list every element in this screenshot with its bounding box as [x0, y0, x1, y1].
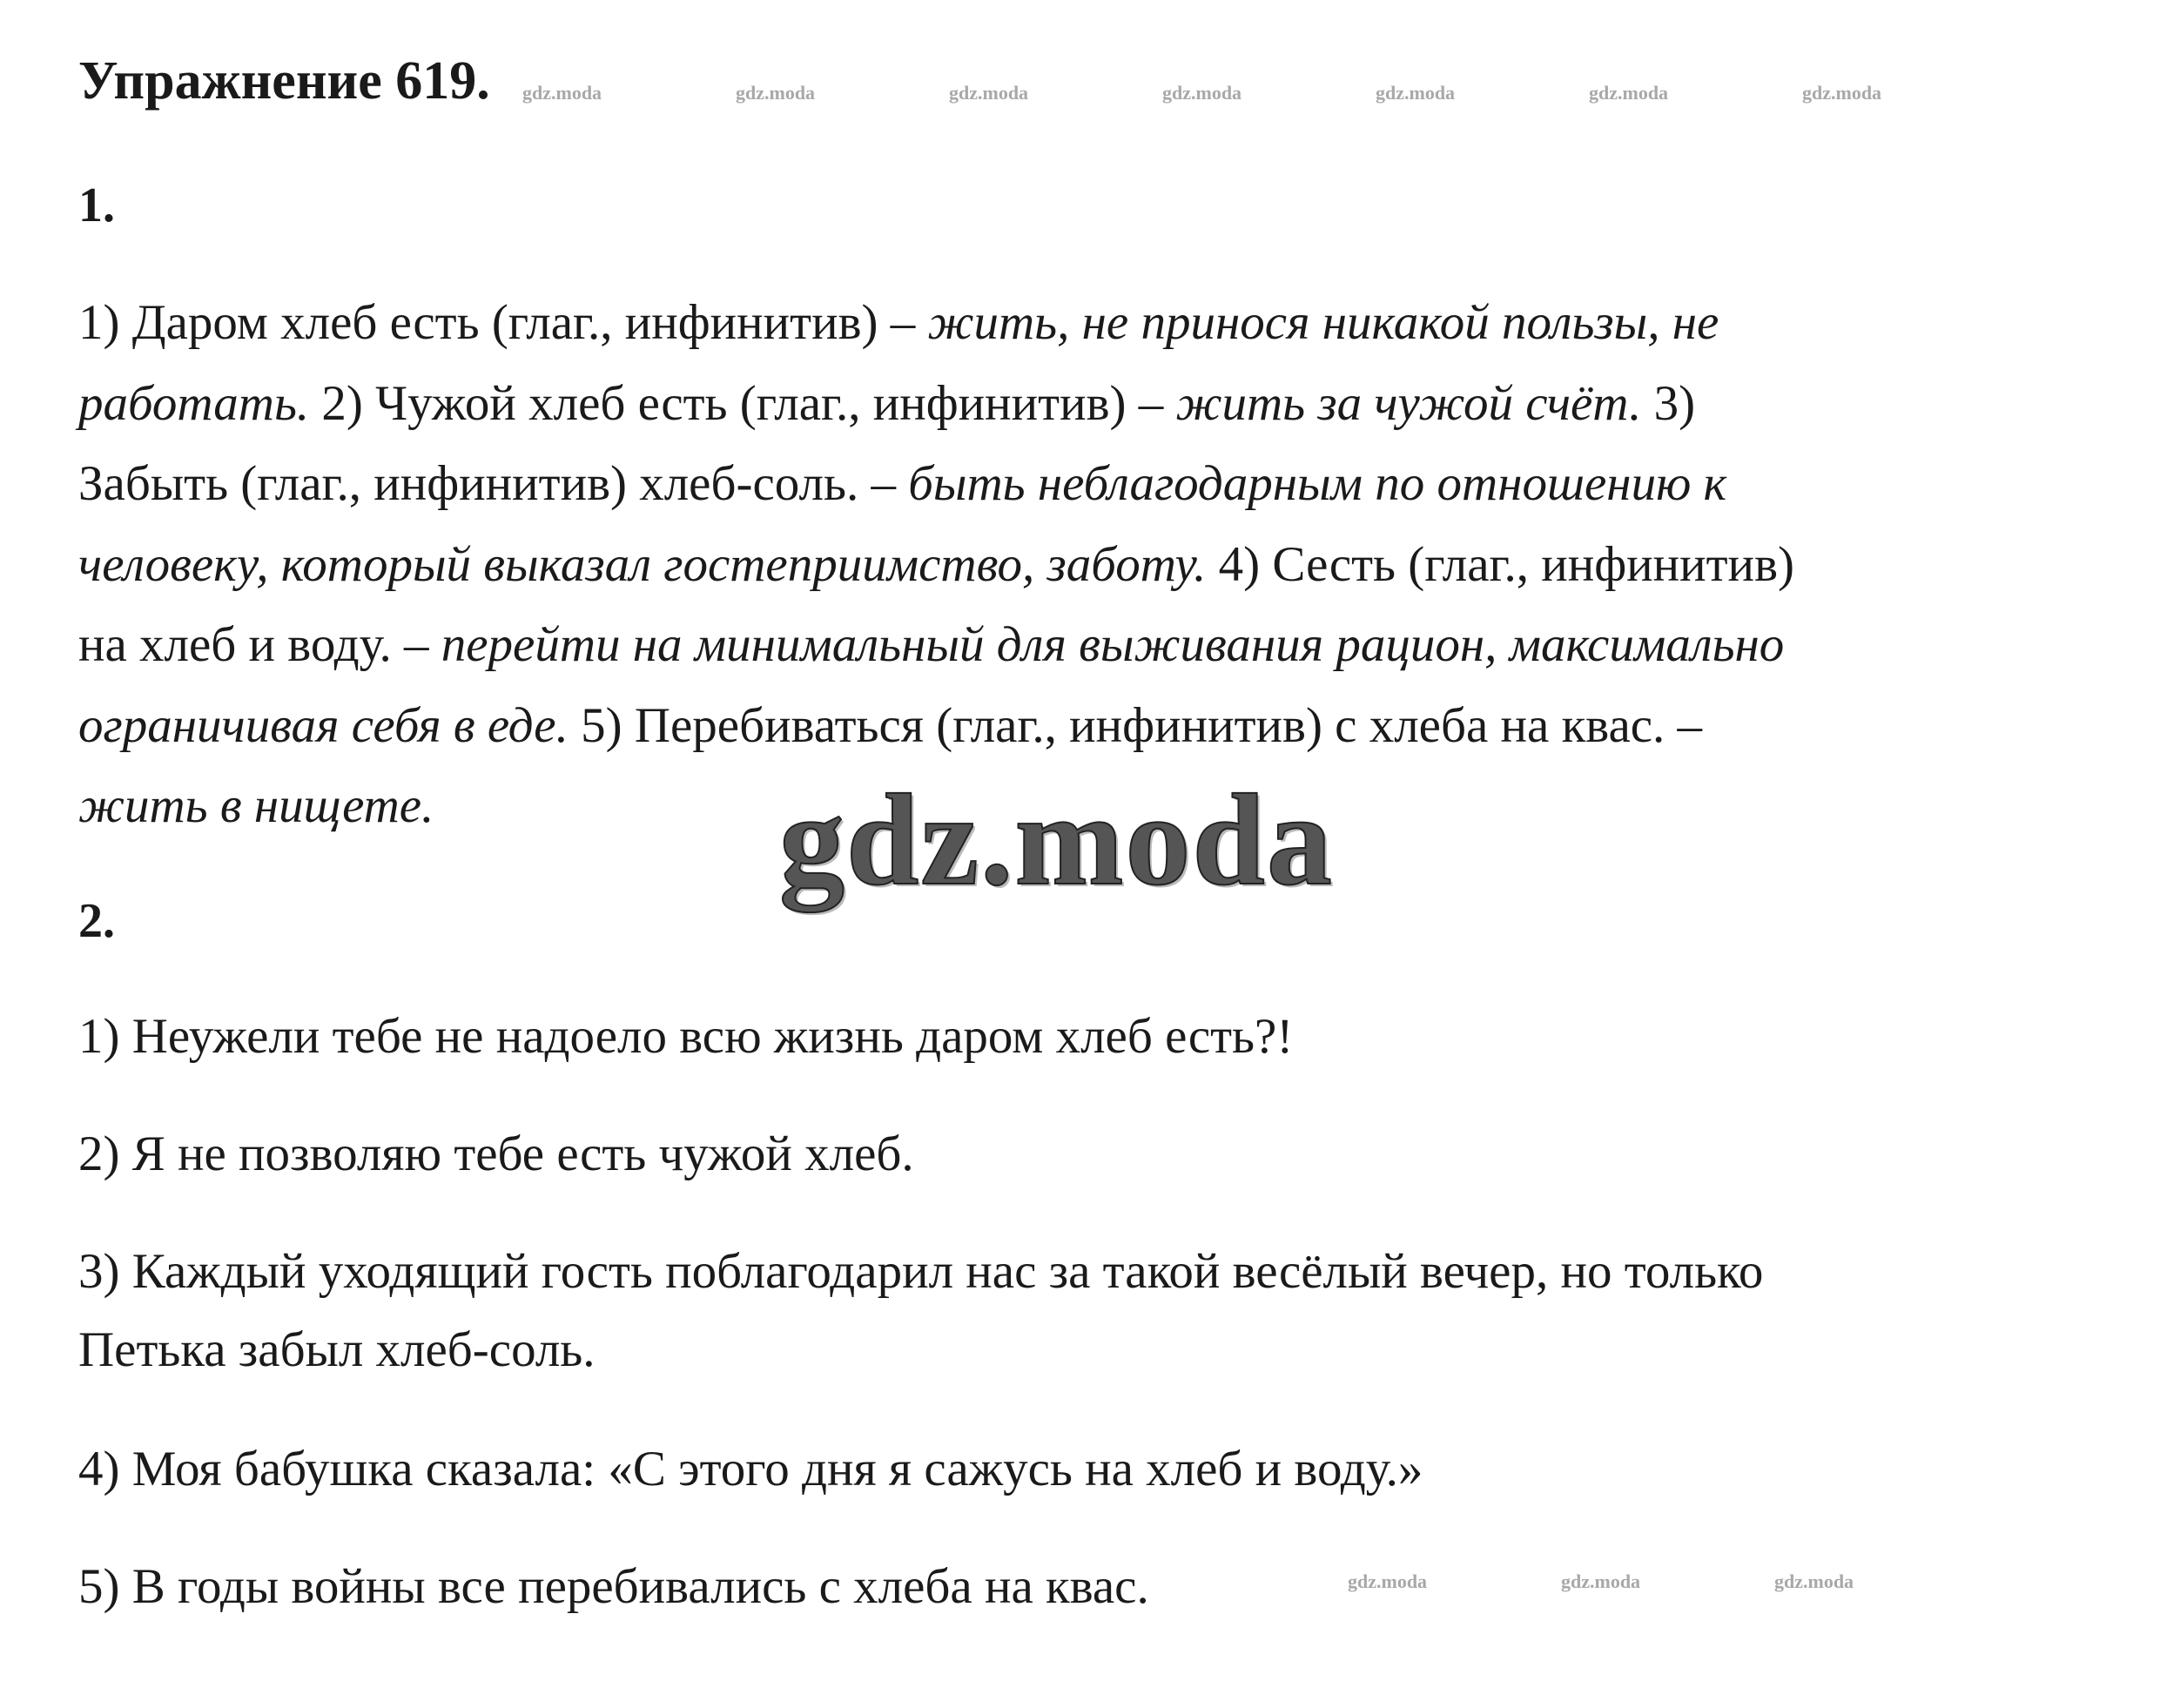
meaning-text: быть неблагодарным по отношению к: [908, 456, 1727, 511]
paragraph-line: [78, 283, 2133, 364]
meaning-text: перейти на минимальный для выживания рацион, максимально: [441, 617, 1785, 672]
paragraph-line: [78, 605, 2133, 686]
watermark-small: gdz.moda: [736, 82, 816, 104]
paragraph-line: [78, 525, 2133, 606]
exercise-title: Упражнение 619.: [78, 51, 490, 111]
meaning-text: человеку, который выказал гостеприимство, заботу.: [78, 536, 1207, 592]
paragraph-line: [78, 686, 2133, 767]
watermark-small: gdz.moda: [1561, 1570, 1641, 1592]
phrase-text: Забыть (глаг., инфинитив) хлеб-соль. –: [78, 456, 909, 511]
sentence-2: 2) Я не позволяю тебе есть чужой хлеб.: [78, 1126, 914, 1181]
watermark-small: gdz.moda: [1774, 1570, 1854, 1592]
phrase-text: на хлеб и воду. –: [78, 617, 441, 672]
watermark-small: gdz.moda: [1348, 1570, 1428, 1592]
section-1-label: 1.: [78, 178, 115, 232]
watermark-small: gdz.moda: [1376, 82, 1456, 104]
paragraph-line: [78, 364, 2133, 445]
section-2-label: 2.: [78, 894, 115, 948]
paragraph-line: [78, 444, 2133, 525]
watermark-small: gdz.moda: [522, 82, 602, 104]
meaning-text: жить за чужой счёт.: [1175, 375, 1642, 431]
meaning-text: работать.: [78, 375, 310, 431]
watermark-small: gdz.moda: [1802, 82, 1882, 104]
meaning-text: жить в нищете.: [78, 778, 434, 833]
phrase-text: 5) Перебиваться (глаг., инфинитив) с хлеба на квас. –: [568, 697, 1703, 753]
sentence-3-continued: Петька забыл хлеб-соль.: [78, 1322, 596, 1377]
meaning-text: жить, не принося никакой пользы, не: [927, 295, 1719, 350]
phrase-text: 4) Сесть (глаг., инфинитив): [1206, 536, 1794, 592]
sentence-5: 5) В годы войны все перебивались с хлеба на квас.: [78, 1559, 1149, 1614]
phrase-text: 1) Даром хлеб есть (глаг., инфинитив) –: [78, 295, 928, 350]
watermark-large: gdz.moda: [779, 768, 1334, 912]
phrase-text: 2) Чужой хлеб есть (глаг., инфинитив) –: [309, 375, 1176, 431]
watermark-small: gdz.moda: [949, 82, 1029, 104]
watermark-small: gdz.moda: [1162, 82, 1242, 104]
watermark-small: gdz.moda: [1589, 82, 1669, 104]
meaning-text: ограничивая себя в еде.: [78, 697, 569, 753]
phrase-text: 3): [1641, 375, 1696, 431]
sentence-1: 1) Неужели тебе не надоело всю жизнь даром хлеб есть?!: [78, 1009, 1294, 1064]
sentence-4: 4) Моя бабушка сказала: «С этого дня я сажусь на хлеб и воду.»: [78, 1442, 1423, 1496]
sentence-3: 3) Каждый уходящий гость поблагодарил нас за такой весёлый вечер, но только: [78, 1244, 1764, 1299]
section-1-paragraph: [78, 283, 2133, 847]
